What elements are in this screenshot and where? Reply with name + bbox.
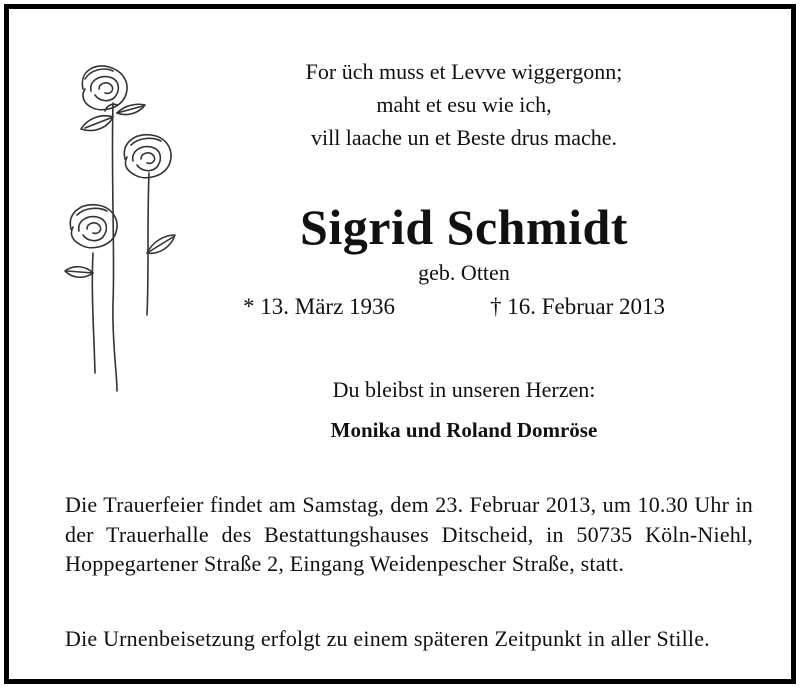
funeral-notice: Die Trauerfeier findet am Samstag, dem 23. Februar 2013, um 10.30 Uhr in der Trauerhalle des Bestattungshauses Ditscheid, in 50735 Köln-Niehl, Hoppegartener Straße 2, Eingang Weidenpescher Straße, statt. [65,492,753,576]
maiden-name: geb. Otten [418,260,510,285]
verse-line-3: vill laache un et Beste drus mache. [310,125,618,150]
tribute-line: Du bleibst in unseren Herzen: [332,377,596,402]
deceased-name: Sigrid Schmidt [300,199,628,255]
obituary-frame [4,4,796,684]
memorial-verse [209,55,719,154]
family-names: Monika und Roland Domröse [330,418,598,442]
roses-illustration [61,53,181,393]
urn-notice: Die Urnenbeisetzung erfolgt zu einem späteren Zeitpunkt in aller Stille. [65,626,710,651]
death-date: † 16. Februar 2013 [490,294,666,319]
birth-date: * 13. März 1936 [243,294,396,319]
verse-line-2: maht et esu wie ich, [376,92,552,117]
verse-line-1: For üch muss et Levve wiggergonn; [305,59,623,84]
